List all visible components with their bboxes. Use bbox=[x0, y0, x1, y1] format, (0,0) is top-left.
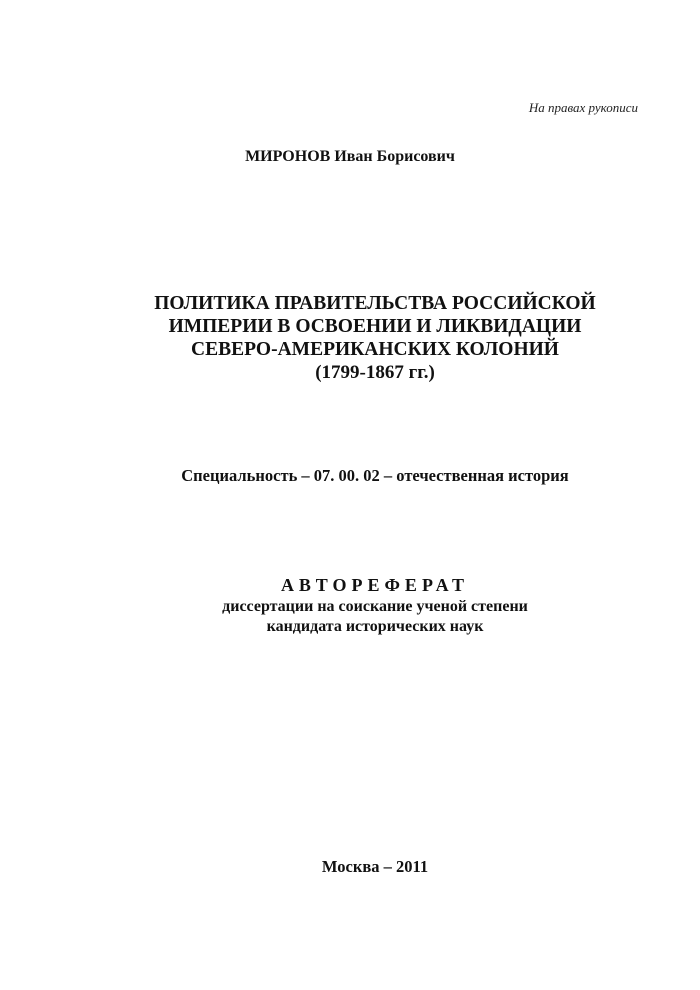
abstract-heading: АВТОРЕФЕРАТ bbox=[280, 575, 470, 595]
abstract-line-1: диссертации на соискание ученой степени bbox=[222, 598, 528, 615]
title-dates: (1799-1867 гг.) bbox=[315, 362, 435, 383]
place-year: Москва – 2011 bbox=[321, 857, 429, 876]
abstract-line-2: кандидата исторических наук bbox=[266, 618, 484, 635]
author-name: МИРОНОВ Иван Борисович bbox=[245, 148, 455, 165]
abstract-block bbox=[0, 573, 700, 637]
manuscript-note: На правах рукописи bbox=[528, 100, 638, 115]
title-line-3: СЕВЕРО-АМЕРИКАНСКИХ КОЛОНИЙ bbox=[191, 339, 559, 360]
title-line-1: ПОЛИТИКА ПРАВИТЕЛЬСТВА РОССИЙСКОЙ bbox=[154, 293, 596, 314]
dissertation-title bbox=[0, 292, 700, 384]
title-line-2: ИМПЕРИИ В ОСВОЕНИИ И ЛИКВИДАЦИИ bbox=[168, 316, 582, 337]
specialty-line: Специальность – 07. 00. 02 – отечественная история bbox=[181, 466, 569, 485]
